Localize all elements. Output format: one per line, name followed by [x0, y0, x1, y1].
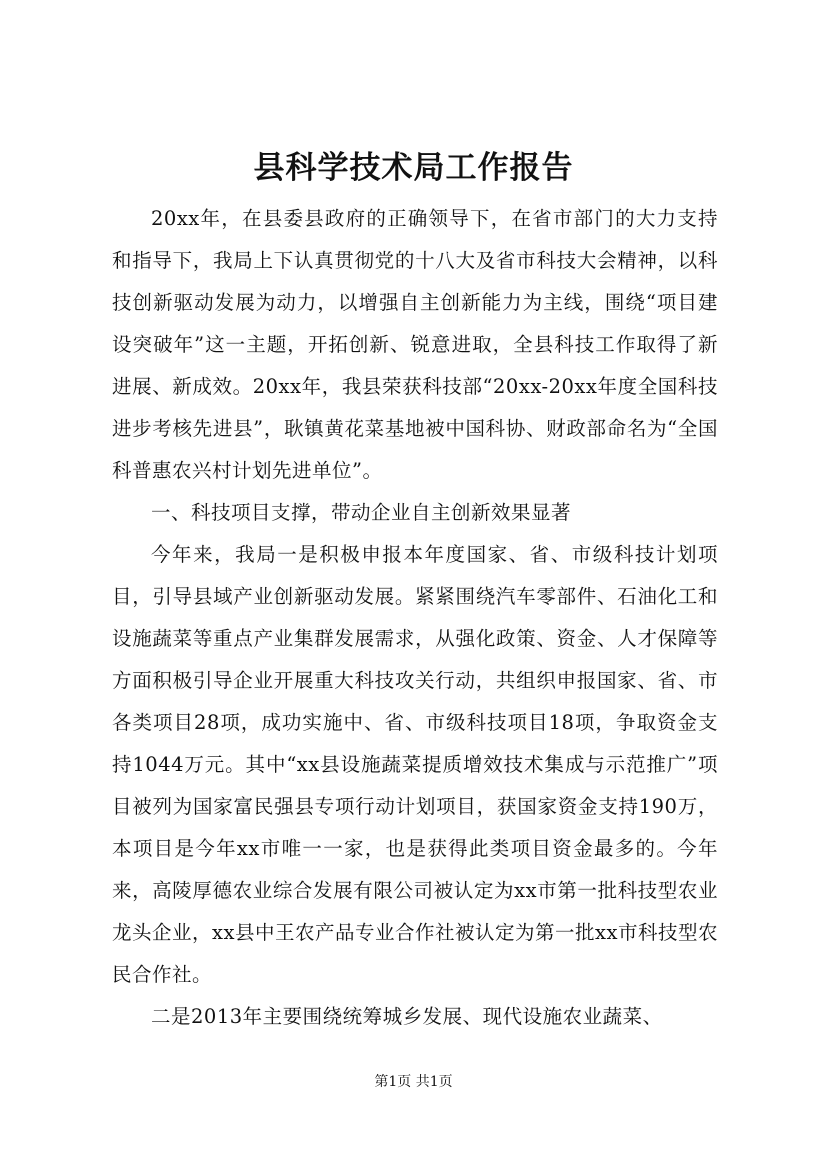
paragraph-intro: 20xx年，在县委县政府的正确领导下，在省市部门的大力支持和指导下，我局上下认真贯彻党的十八大及省市科技大会精神，以科技创新驱动发展为动力，以增强自主创新能力为主线，围绕“项目建设突破年”这一主题，开拓创新、锐意进取，全县科技工作取得了新进展、新成效。20xx年，我县荣获科技部“20xx-20xx年度全国科技进步考核先进县”，耿镇黄花菜基地被中国科协、财政部命名为“全国科普惠农兴村计划先进单位”。 — [112, 207, 718, 482]
paragraph-section-1: 今年来，我局一是积极申报本年度国家、省、市级科技计划项目，引导县域产业创新驱动发展。紧紧围绕汽车零部件、石油化工和设施蔬菜等重点产业集群发展需求，从强化政策、资金、人才保障等方面积极引导企业开展重大科技攻关行动，共组织申报国家、省、市各类项目28项，成功实施中、省、市级科技项目18项，争取资金支持1044万元。其中“xx县设施蔬菜提质增效技术集成与示范推广”项目被列为国家富民强县专项行动计划项目，获国家资金支持190万，本项目是今年xx市唯一一家，也是获得此类项目资金最多的。今年来，高陵厚德农业综合发展有限公司被认定为xx市第一批科技型农业龙头企业，xx县中王农产品专业合作社被认定为第一批xx市科技型农民合作社。 — [112, 543, 718, 986]
document-title: 县科学技术局工作报告 — [253, 150, 574, 186]
page-footer: 第1页 共1页 — [374, 1074, 453, 1090]
paragraph-section-1-part-2: 二是2013年主要围绕统筹城乡发展、现代设施农业蔬菜、 — [151, 1005, 663, 1028]
section-heading-1: 一、科技项目支撑，带动企业自主创新效果显著 — [151, 501, 572, 524]
document-body — [112, 198, 718, 1038]
